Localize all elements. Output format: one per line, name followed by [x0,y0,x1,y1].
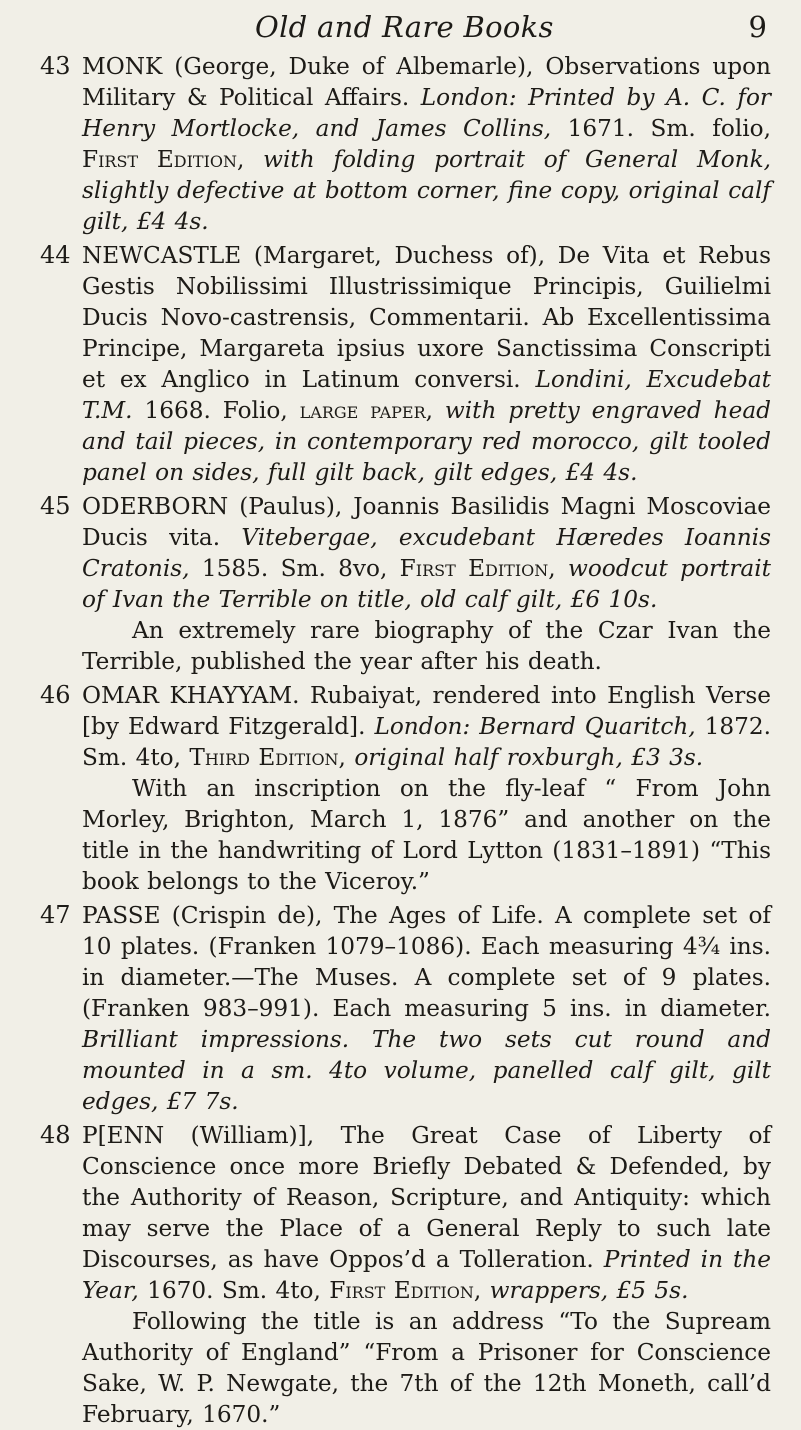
entry-number: 43 [40,52,71,80]
page-header [40,8,771,48]
text-segment: woodcut portrait of Ivan the Terrible on title, old calf gilt, £6 10s. [82,555,771,613]
text-segment [433,397,445,424]
catalogue-entry [40,900,771,1117]
text-segment: with pretty engraved head and tail pieces, in contemporary red morocco, gilt tooled panel on sides, full gilt back, gilt edges, £4 4s. [82,397,771,486]
text-segment: Londini, Excudebat T.M. [82,366,771,424]
text-segment: wrappers, £5 5s. [489,1277,689,1304]
entry-note [82,773,771,897]
text-segment: 1670. Sm. 4to, [138,1277,330,1304]
text-segment: OMAR KHAYYAM. Rubaiyat, rendered into English Verse [by Edward Fitzgerald]. [82,682,771,740]
text-segment: An extremely rare biography of the Czar Ivan the Terrible, published the year after his death. [82,617,771,675]
catalogue-entries [40,51,771,1430]
text-segment: Vitebergae, excudebant Hæredes Ioannis Cratonis, [82,524,771,582]
entry-number: 48 [40,1121,71,1149]
entry-description [82,900,771,1117]
text-segment: With an inscription on the fly-leaf “ From John Morley, Brighton, March 1, 1876” and another on the title in the handwriting of Lord Lytton (1831–1891) “This book belongs to the Viceroy.” [82,775,771,895]
catalogue-entry [40,491,771,677]
text-segment: with folding portrait of General Monk, slightly defective at bottom corner, fine copy, original calf gilt, £4 4s. [82,146,772,235]
text-segment: Brilliant impressions. The two sets cut round and mounted in a sm. 4to volume, panelled calf gilt, gilt edges, £7 7s. [82,1026,771,1115]
running-title: Old and Rare Books [255,10,554,44]
text-segment: London: Bernard Quaritch, [374,713,696,740]
page-number: 9 [748,10,767,44]
text-segment: 1585. Sm. 8vo, [189,555,400,582]
text-segment: Printed in the Year, [82,1246,771,1304]
text-segment: London: Printed by A. C. for Henry Mortlocke, and James Collins, [82,84,771,142]
text-segment: P[ENN (William)], The Great Case of Liberty of Conscience once more Briefly Debated & Defended, by the Authority of Reason, Scripture, and Antiquity: which may serve the Place of a General Reply to such late Discourses, as have Oppos’d a Tolleration. [82,1122,771,1273]
text-segment: NEWCASTLE (Margaret, Duchess of), De Vita et Rebus Gestis Nobilissimi Illustrissimique Principis, Guilielmi Ducis Novo-castrensis, Commentarii. Ab Excellentissima Principe, Margareta ipsius uxore Sanctissima Conscripti et ex Anglico in Latinum conversi. [82,242,771,393]
text-segment: MONK (George, Duke of Albemarle), Observations upon Military & Political Affairs. [82,53,771,111]
text-segment: ODERBORN (Paulus), Joannis Basilidis Magni Moscoviae Ducis vita. [82,493,771,551]
entry-description [82,240,771,488]
text-segment: Following the title is an address “To the Supream Authority of England” “From a Prisoner for Conscience Sake, W. P. Newgate, the 7th of the 12th Moneth, call’d February, 1670.” [82,1308,771,1428]
text-segment: 1671. Sm. folio, [551,115,771,142]
catalogue-entry [40,680,771,897]
text-segment [481,1277,489,1304]
text-segment: original half roxburgh, £3 3s. [354,744,704,771]
text-segment: First Edition, [329,1277,482,1304]
text-segment: Third Edition, [189,744,346,771]
text-segment [244,146,263,173]
text-segment: First Edition, [399,555,556,582]
entry-note [82,1306,771,1430]
text-segment: 1872. Sm. 4to, [82,713,771,771]
entry-description [82,51,771,237]
entry-description [82,1120,771,1306]
entry-number: 45 [40,492,71,520]
text-segment: large paper, [299,397,433,424]
entry-number: 46 [40,681,71,709]
entry-description [82,491,771,615]
catalogue-entry [40,1120,771,1430]
text-segment [556,555,568,582]
entry-number: 47 [40,901,71,929]
entry-note [82,615,771,677]
entry-number: 44 [40,241,71,269]
text-segment: PASSE (Crispin de), The Ages of Life. A complete set of 10 plates. (Franken 1079–1086). Each measuring 4¾ ins. in diameter.—The Muses. A complete set of 9 plates. (Franken 983–991). Each measuring 5 ins. in diameter. [82,902,771,1022]
entry-description [82,680,771,773]
text-segment: 1668. Folio, [132,397,300,424]
catalogue-entry [40,240,771,488]
catalogue-entry [40,51,771,237]
text-segment: First Edition, [82,146,245,173]
